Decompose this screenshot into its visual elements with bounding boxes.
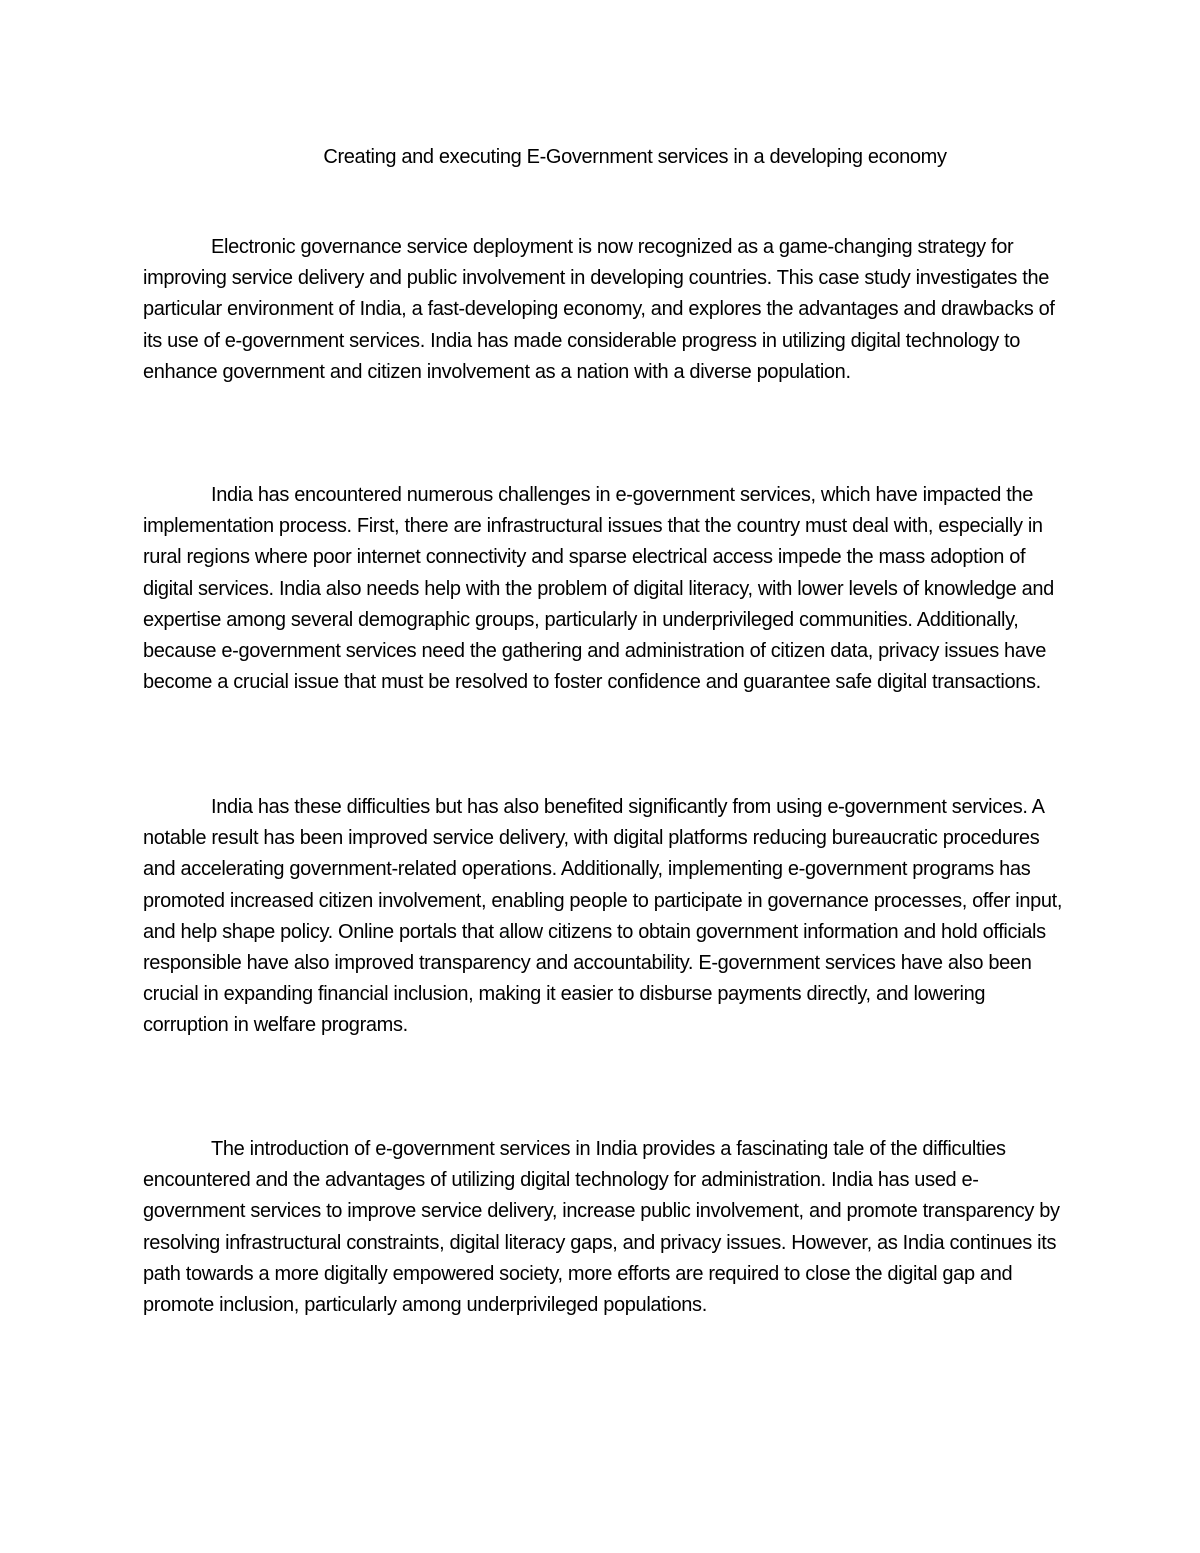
- paragraph-conclusion: The introduction of e-government services in India provides a fascinating tale of the difficulties encountered and the advantages of utilizing digital technology for administration. India has used e-government services to improve service delivery, increase public involvement, and promote transparency by resolving infrastructural constraints, digital literacy gaps, and privacy issues. However, as India continues its path towards a more digitally empowered society, more efforts are required to close the digital gap and promote inclusion, particularly among underprivileged populations.: [143, 1138, 1060, 1317]
- paragraph-challenges: India has encountered numerous challenges in e-government services, which have impacted the implementation process. First, there are infrastructural issues that the country must deal with, especially in rural regions where poor internet connectivity and sparse electrical access impede the mass adoption of digital services. India also needs help with the problem of digital literacy, with lower levels of knowledge and expertise among several demographic groups, particularly in underprivileged communities. Additionally, because e-government services need the gathering and administration of citizen data, privacy issues have become a crucial issue that must be resolved to foster confidence and guarantee safe digital transactions.: [143, 484, 1054, 694]
- document-title: Creating and executing E-Government services in a developing economy: [323, 146, 947, 168]
- paragraph-introduction: Electronic governance service deployment is now recognized as a game-changing strategy for improving service delivery and public involvement in developing countries. This case study investigates the particular environment of India, a fast-developing economy, and explores the advantages and drawbacks of its use of e-government services. India has made considerable progress in utilizing digital technology to enhance government and citizen involvement as a nation with a diverse population.: [143, 236, 1055, 383]
- paragraph-benefits: India has these difficulties but has also benefited significantly from using e-government services. A notable result has been improved service delivery, with digital platforms reducing bureaucratic procedures and accelerating government-related operations. Additionally, implementing e-government programs has promoted increased citizen involvement, enabling people to participate in governance processes, offer input, and help shape policy. Online portals that allow citizens to obtain government information and hold officials responsible have also improved transparency and accountability. E-government services have also been crucial in expanding financial inclusion, making it easier to disburse payments directly, and lowering corruption in welfare programs.: [143, 796, 1063, 1037]
